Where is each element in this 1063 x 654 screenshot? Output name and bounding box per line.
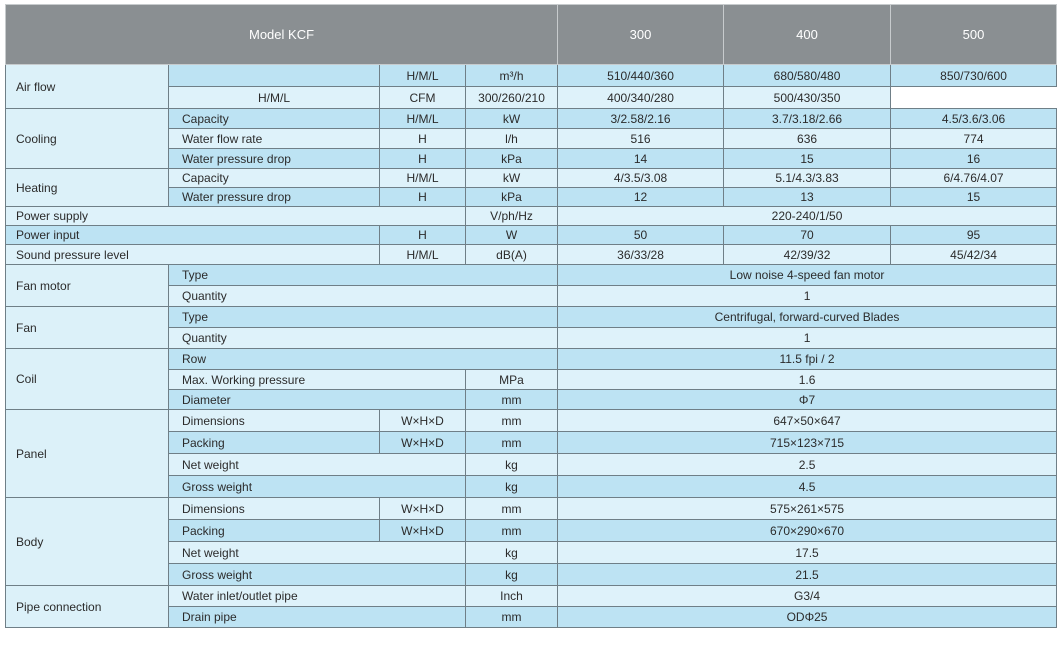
unit-cell: kg bbox=[466, 564, 558, 586]
unit-cell: m³/h bbox=[466, 65, 558, 87]
condition-cell: W×H×D bbox=[380, 410, 466, 432]
condition-cell: H/M/L bbox=[380, 65, 466, 87]
unit-cell: kW bbox=[466, 169, 558, 188]
item-label: Dimensions bbox=[169, 498, 380, 520]
row-label: Power input bbox=[6, 226, 380, 245]
group-label: Coil bbox=[6, 349, 169, 410]
merged-value-cell: 1 bbox=[558, 286, 1057, 307]
item-label: Max. Working pressure bbox=[169, 370, 466, 390]
item-label: Diameter bbox=[169, 390, 466, 410]
merged-value-cell: 4.5 bbox=[558, 476, 1057, 498]
merged-value-cell: 1.6 bbox=[558, 370, 1057, 390]
item-label: Capacity bbox=[169, 169, 380, 188]
item-label: Water pressure drop bbox=[169, 188, 380, 207]
value-cell: 15 bbox=[724, 149, 891, 169]
unit-cell: kPa bbox=[466, 149, 558, 169]
merged-value-cell: Low noise 4-speed fan motor bbox=[558, 265, 1057, 286]
item-label: Gross weight bbox=[169, 564, 466, 586]
unit-cell: mm bbox=[466, 520, 558, 542]
item-label: Capacity bbox=[169, 109, 380, 129]
merged-value-cell: 670×290×670 bbox=[558, 520, 1057, 542]
item-label: Quantity bbox=[169, 328, 558, 349]
group-label: Pipe connection bbox=[6, 586, 169, 628]
table-row bbox=[6, 498, 1057, 520]
merged-value-cell: Centrifugal, forward-curved Blades bbox=[558, 307, 1057, 328]
item-label: Water flow rate bbox=[169, 129, 380, 149]
group-label: Fan motor bbox=[6, 265, 169, 307]
model-400-header: 400 bbox=[724, 5, 891, 65]
model-300-header: 300 bbox=[558, 5, 724, 65]
value-cell: 36/33/28 bbox=[558, 245, 724, 265]
table-row bbox=[6, 226, 1057, 245]
unit-cell: mm bbox=[466, 390, 558, 410]
condition-cell: H/M/L bbox=[169, 87, 380, 109]
unit-cell: W bbox=[466, 226, 558, 245]
merged-value-cell: 21.5 bbox=[558, 564, 1057, 586]
group-label: Air flow bbox=[6, 65, 169, 109]
unit-cell: l/h bbox=[466, 129, 558, 149]
item-label: Net weight bbox=[169, 454, 466, 476]
value-cell: 4.5/3.6/3.06 bbox=[891, 109, 1057, 129]
unit-cell: Inch bbox=[466, 586, 558, 607]
spec-table bbox=[5, 4, 1057, 628]
value-cell: 3.7/3.18/2.66 bbox=[724, 109, 891, 129]
unit-cell: mm bbox=[466, 432, 558, 454]
item-label: Dimensions bbox=[169, 410, 380, 432]
condition-cell: H bbox=[380, 188, 466, 207]
item-label: Type bbox=[169, 307, 558, 328]
table-row bbox=[6, 586, 1057, 607]
empty-cell bbox=[169, 65, 380, 87]
value-cell: 50 bbox=[558, 226, 724, 245]
value-cell: 774 bbox=[891, 129, 1057, 149]
table-row bbox=[6, 207, 1057, 226]
group-label: Body bbox=[6, 498, 169, 586]
model-500-header: 500 bbox=[891, 5, 1057, 65]
merged-value-cell: 220-240/1/50 bbox=[558, 207, 1057, 226]
item-label: Quantity bbox=[169, 286, 558, 307]
table-row bbox=[6, 65, 1057, 87]
value-cell: 14 bbox=[558, 149, 724, 169]
value-cell: 45/42/34 bbox=[891, 245, 1057, 265]
value-cell: 5.1/4.3/3.83 bbox=[724, 169, 891, 188]
value-cell: 70 bbox=[724, 226, 891, 245]
value-cell: 95 bbox=[891, 226, 1057, 245]
value-cell: 4/3.5/3.08 bbox=[558, 169, 724, 188]
value-cell: 13 bbox=[724, 188, 891, 207]
unit-cell: kg bbox=[466, 476, 558, 498]
value-cell: 680/580/480 bbox=[724, 65, 891, 87]
row-label: Sound pressure level bbox=[6, 245, 380, 265]
unit-cell: mm bbox=[466, 410, 558, 432]
condition-cell: H bbox=[380, 129, 466, 149]
value-cell: 850/730/600 bbox=[891, 65, 1057, 87]
condition-cell: H/M/L bbox=[380, 109, 466, 129]
value-cell: 400/340/280 bbox=[558, 87, 724, 109]
unit-cell: V/ph/Hz bbox=[466, 207, 558, 226]
condition-cell: H/M/L bbox=[380, 169, 466, 188]
unit-cell: mm bbox=[466, 498, 558, 520]
item-label: Water pressure drop bbox=[169, 149, 380, 169]
merged-value-cell: 715×123×715 bbox=[558, 432, 1057, 454]
merged-value-cell: 2.5 bbox=[558, 454, 1057, 476]
condition-cell: H bbox=[380, 149, 466, 169]
condition-cell: H/M/L bbox=[380, 245, 466, 265]
merged-value-cell: 1 bbox=[558, 328, 1057, 349]
value-cell: 300/260/210 bbox=[466, 87, 558, 109]
item-label: Gross weight bbox=[169, 476, 466, 498]
value-cell: 636 bbox=[724, 129, 891, 149]
unit-cell: kg bbox=[466, 454, 558, 476]
unit-cell: kg bbox=[466, 542, 558, 564]
merged-value-cell: ODΦ25 bbox=[558, 607, 1057, 628]
unit-cell: kW bbox=[466, 109, 558, 129]
table-row bbox=[6, 109, 1057, 129]
condition-cell: W×H×D bbox=[380, 520, 466, 542]
merged-value-cell: 647×50×647 bbox=[558, 410, 1057, 432]
value-cell: 16 bbox=[891, 149, 1057, 169]
row-label: Power supply bbox=[6, 207, 466, 226]
value-cell: 12 bbox=[558, 188, 724, 207]
value-cell: 510/440/360 bbox=[558, 65, 724, 87]
group-label: Fan bbox=[6, 307, 169, 349]
item-label: Net weight bbox=[169, 542, 466, 564]
unit-cell: dB(A) bbox=[466, 245, 558, 265]
value-cell: 500/430/350 bbox=[724, 87, 891, 109]
group-label: Heating bbox=[6, 169, 169, 207]
condition-cell: W×H×D bbox=[380, 498, 466, 520]
item-label: Water inlet/outlet pipe bbox=[169, 586, 466, 607]
unit-cell: MPa bbox=[466, 370, 558, 390]
value-cell: 516 bbox=[558, 129, 724, 149]
condition-cell: W×H×D bbox=[380, 432, 466, 454]
table-row bbox=[6, 169, 1057, 188]
value-cell: 15 bbox=[891, 188, 1057, 207]
merged-value-cell: Φ7 bbox=[558, 390, 1057, 410]
value-cell: 42/39/32 bbox=[724, 245, 891, 265]
model-header: Model KCF bbox=[6, 5, 558, 65]
group-label: Cooling bbox=[6, 109, 169, 169]
table-row bbox=[6, 245, 1057, 265]
merged-value-cell: 17.5 bbox=[558, 542, 1057, 564]
value-cell: 3/2.58/2.16 bbox=[558, 109, 724, 129]
item-label: Drain pipe bbox=[169, 607, 466, 628]
merged-value-cell: 575×261×575 bbox=[558, 498, 1057, 520]
condition-cell: H bbox=[380, 226, 466, 245]
merged-value-cell: 11.5 fpi / 2 bbox=[558, 349, 1057, 370]
unit-cell: CFM bbox=[380, 87, 466, 109]
group-label: Panel bbox=[6, 410, 169, 498]
item-label: Packing bbox=[169, 520, 380, 542]
value-cell: 6/4.76/4.07 bbox=[891, 169, 1057, 188]
table-row bbox=[6, 410, 1057, 432]
item-label: Row bbox=[169, 349, 558, 370]
unit-cell: mm bbox=[466, 607, 558, 628]
header-row bbox=[6, 5, 1057, 65]
table-row bbox=[6, 265, 1057, 286]
table-row bbox=[6, 307, 1057, 328]
item-label: Packing bbox=[169, 432, 380, 454]
table-row bbox=[6, 349, 1057, 370]
unit-cell: kPa bbox=[466, 188, 558, 207]
merged-value-cell: G3/4 bbox=[558, 586, 1057, 607]
item-label: Type bbox=[169, 265, 558, 286]
